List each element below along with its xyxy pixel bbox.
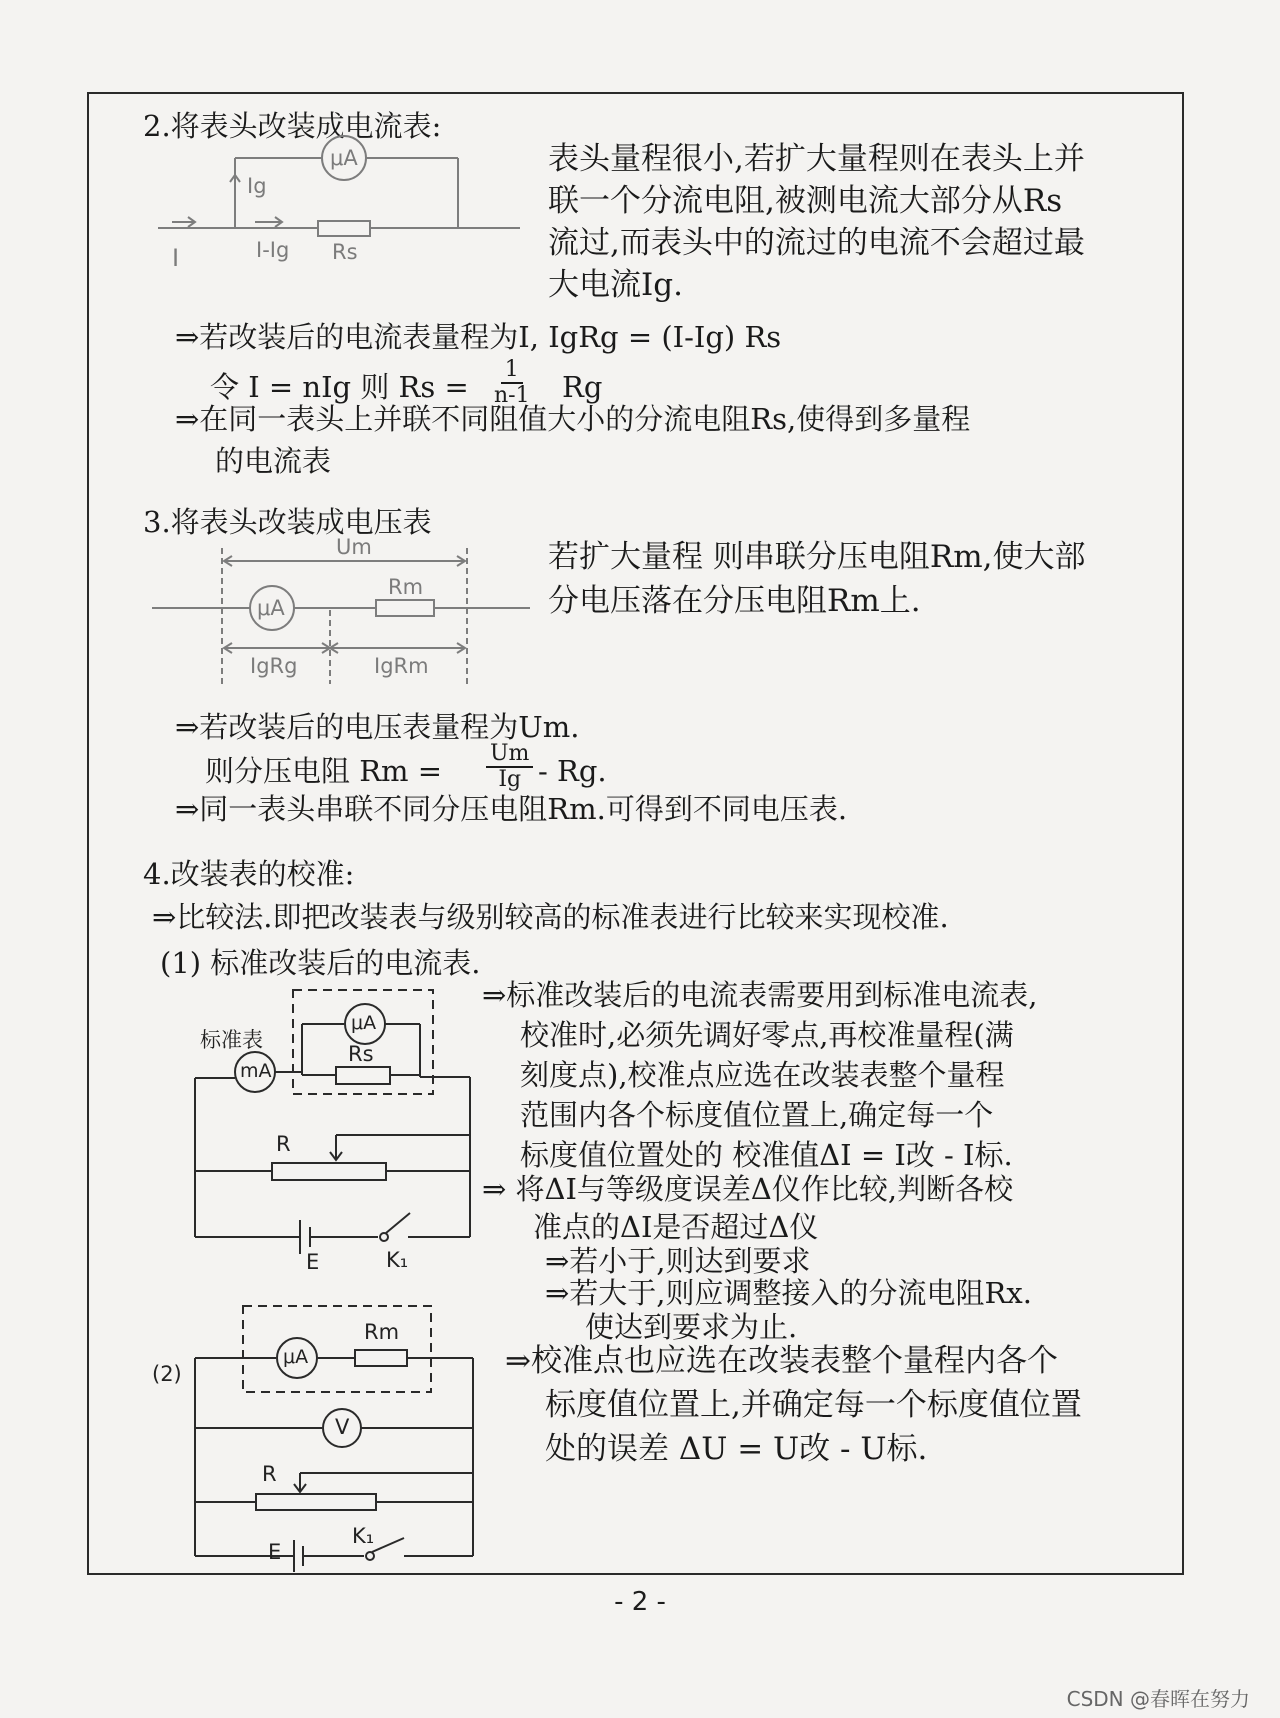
s2-fraction-numerator: 1 <box>501 358 523 384</box>
circuit2-igrm-label: IgRm <box>374 654 429 678</box>
s3-fraction-denominator: Ig <box>498 767 522 792</box>
s2-desc-line-1: 表头量程很小,若扩大量程则在表头上并 <box>548 141 1085 177</box>
s4-desc4-line-1: ⇒若大于,则应调整接入的分流电阻Rx. <box>545 1276 1032 1310</box>
s4-desc5-line-1: ⇒校准点也应选在改装表整个量程内各个 <box>505 1343 1058 1379</box>
circuit3-ua-label: μA <box>351 1012 377 1034</box>
circuit4-k1-label: K₁ <box>352 1524 375 1548</box>
s3-formula-line-1: ⇒若改装后的电压表量程为Um. <box>175 710 580 744</box>
section-3-heading: 3.将表头改装成电压表 <box>143 505 432 539</box>
circuit3-standard-meter-label: 标准表 <box>200 1028 263 1052</box>
s3-fraction <box>486 742 533 792</box>
s4-desc1-line-5: 标度值位置处的 校准值ΔI = I改 - I标. <box>520 1138 1013 1172</box>
s3-desc-line-2: 分电压落在分压电阻Rm上. <box>548 583 921 619</box>
s3-desc-line-1: 若扩大量程 则串联分压电阻Rm,使大部 <box>548 539 1086 575</box>
s3-conclusion: ⇒同一表头串联不同分压电阻Rm.可得到不同电压表. <box>175 792 848 826</box>
s2-fraction-denominator: n-1 <box>494 383 530 408</box>
s4-desc1-line-4: 范围内各个标度值位置上,确定每一个 <box>520 1098 994 1132</box>
circuit4-e-label: E <box>268 1540 282 1564</box>
circuit2-um-label: Um <box>336 535 372 559</box>
circuit4-rm-label: Rm <box>364 1320 400 1344</box>
s4-subsection-2: (2) <box>152 1362 182 1386</box>
s4-desc5-line-2: 标度值位置上,并确定每一个标度值位置 <box>545 1387 1082 1423</box>
circuit1-ig-label: Ig <box>247 174 267 198</box>
circuit2-rm-label: Rm <box>388 575 424 599</box>
s4-desc2-line-2: 准点的ΔI是否超过Δ仪 <box>533 1210 819 1244</box>
s2-conclusion-line-2: 的电流表 <box>215 444 332 478</box>
circuit1-rs-label: Rs <box>332 240 358 264</box>
circuit4-v-label: V <box>335 1415 350 1439</box>
s2-conclusion-line-1: ⇒在同一表头上并联不同阻值大小的分流电阻Rs,使得到多量程 <box>175 402 971 436</box>
s4-subsection-1: (1) 标准改装后的电流表. <box>160 946 481 980</box>
circuit3-r-label: R <box>276 1132 291 1156</box>
s3-formula-line-2: 则分压电阻 Rm = <box>205 754 443 788</box>
page-number: - 2 - <box>614 1587 666 1617</box>
circuit1-meter-label: μA <box>330 146 358 170</box>
watermark: CSDN @春晖在努力 <box>1066 1687 1250 1711</box>
s4-desc1-line-1: ⇒标准改装后的电流表需要用到标准电流表, <box>482 978 1038 1012</box>
s4-desc2-line-1: ⇒ 将ΔI与等级度误差Δ仪作比较,判断各校 <box>482 1172 1014 1206</box>
s4-desc4-line-2: 使达到要求为止. <box>585 1310 798 1344</box>
circuit3-ma-label: mA <box>240 1060 272 1082</box>
s4-desc1-line-2: 校准时,必须先调好零点,再校准量程(满 <box>520 1018 1014 1052</box>
s2-formula-line-1: ⇒若改装后的电流表量程为I, IgRg = (I-Ig) Rs <box>175 320 782 354</box>
s4-desc3: ⇒若小于,则达到要求 <box>545 1244 811 1278</box>
circuit2-igrg-label: IgRg <box>250 654 298 678</box>
s4-comparison-method: ⇒比较法.即把改装表与级别较高的标准表进行比较来实现校准. <box>152 900 949 934</box>
circuit1-i-label: I <box>172 244 180 272</box>
circuit1-i-minus-ig-label: I-Ig <box>256 238 290 262</box>
circuit3-rs-label: Rs <box>348 1042 374 1066</box>
circuit3-e-label: E <box>306 1250 320 1274</box>
s2-formula-line-2: 令 I = nIg 则 Rs = <box>210 370 469 404</box>
circuit4-ua-label: μA <box>283 1346 309 1368</box>
s4-desc1-line-3: 刻度点),校准点应选在改装表整个量程 <box>520 1058 1005 1092</box>
s2-desc-line-3: 流过,而表头中的流过的电流不会超过最 <box>548 225 1085 261</box>
circuit2-meter-label: μA <box>257 596 285 620</box>
s2-desc-line-2: 联一个分流电阻,被测电流大部分从Rs <box>548 183 1063 219</box>
s2-desc-line-4: 大电流Ig. <box>548 267 683 303</box>
section-4-heading: 4.改装表的校准: <box>143 857 355 891</box>
section-2-heading: 2.将表头改装成电流表: <box>143 109 442 143</box>
s3-fraction-numerator: Um <box>486 742 533 768</box>
s3-formula-line-2-rg: - Rg. <box>538 754 607 788</box>
circuit4-r-label: R <box>262 1462 277 1486</box>
s2-formula-line-2-rg: Rg <box>562 370 603 404</box>
s4-desc5-line-3: 处的误差 ΔU = U改 - U标. <box>545 1431 928 1467</box>
circuit3-k1-label: K₁ <box>386 1248 409 1272</box>
